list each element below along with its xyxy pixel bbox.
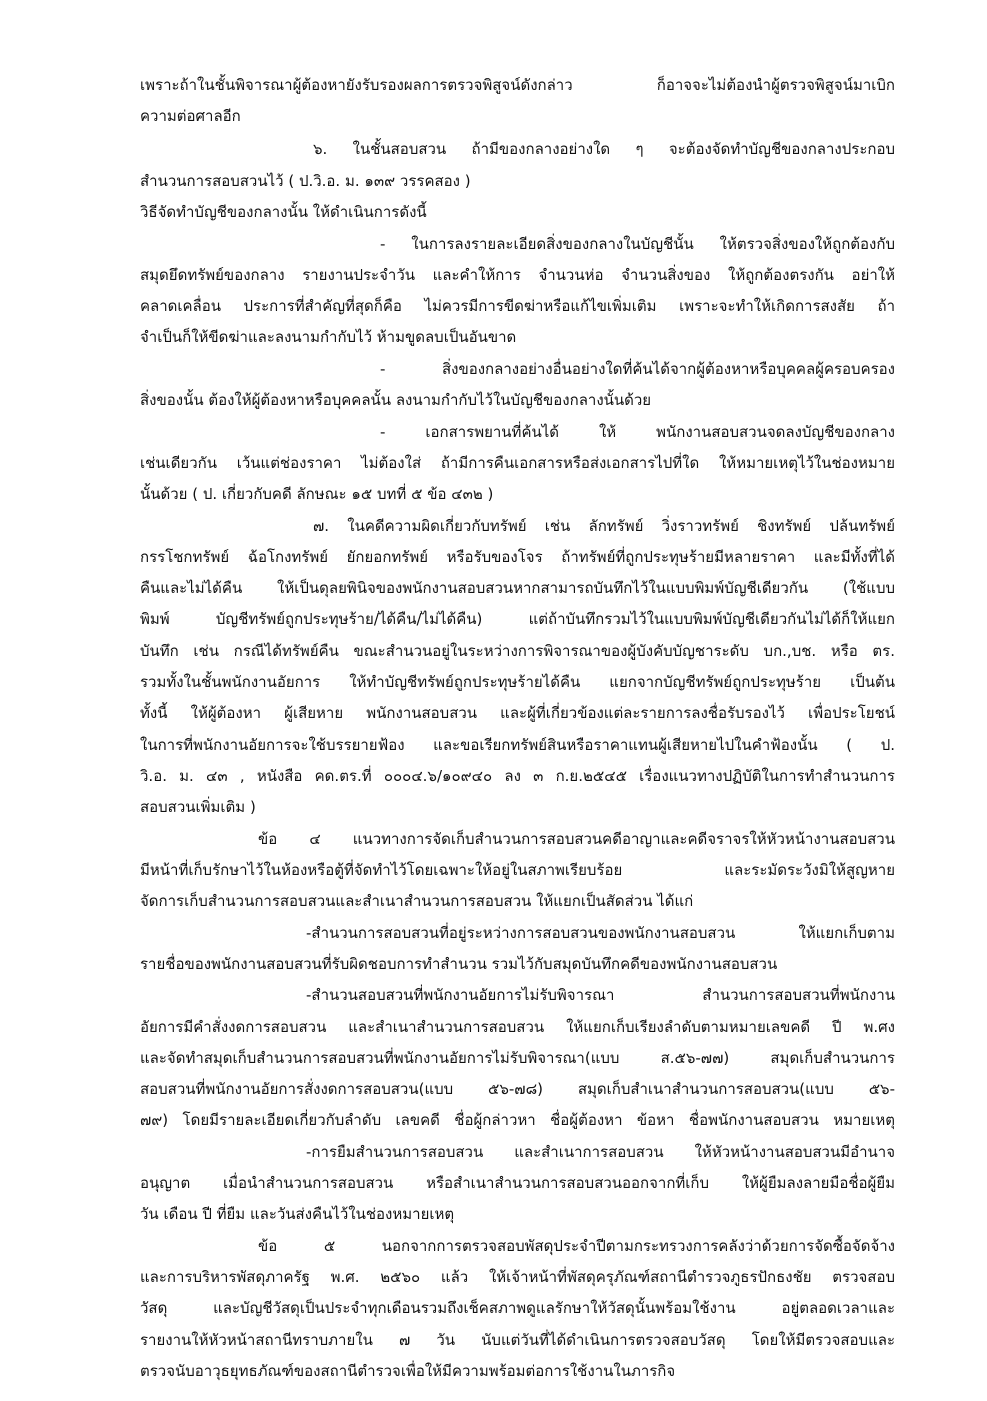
text-line: เช่นเดียวกัน เว้นแต่ช่องราคา ไม่ต้องใส่ ถ้ามีการคืนเอกสารหรือส่งเอกสารไปที่ใด ให้หมายเหตุไว้ในช่องหมาย [140,454,895,472]
text-line: สมุดยึดทรัพย์ของกลาง รายงานประจำวัน และคำให้การ จำนวนห่อ จำนวนสิ่งของ ให้ถูกต้องตรงกัน อย่าให้ [140,266,895,284]
text-line: วิธีจัดทำบัญชีของกลางนั้น ให้ดำเนินการดังนี้ [140,203,427,221]
text-line: นั้นด้วย ( ป. เกี่ยวกับคดี ลักษณะ ๑๕ บทที่ ๕ ข้อ ๔๓๒ ) [140,485,494,503]
text-line: คืนและไม่ได้คืน ให้เป็นดุลยพินิจของพนักงานสอบสวนหากสามารถบันทึกไว้ในแบบพิมพ์บัญชีเดียวกัน (ใช้แบบ [140,579,895,597]
text-line: สอบสวนเพิ่มเติม ) [140,798,256,816]
bullet-item: - สิ่งของกลางอย่างอื่นอย่างใดที่ค้นได้จากผู้ต้องหาหรือบุคคลผู้ครอบครอง [380,360,895,378]
text-line: และการบริหารพัสดุภาครัฐ พ.ศ. ๒๕๖๐ แล้ว ให้เจ้าหน้าที่พัสดุครุภัณฑ์สถานีตำรวจภูธรปักธงชัย ตรวจสอบ [140,1268,895,1286]
bullet-item: - เอกสารพยานที่ค้นได้ ให้ พนักงานสอบสวนจดลงบัญชีของกลาง [380,423,895,441]
text-line: อัยการมีคำสั่งงดการสอบสวน และสำเนาสำนวนการสอบสวน ให้แยกเก็บเรียงลำดับตามหมายเลขคดี ปี พ.ศง [140,1018,895,1036]
text-line: ๗๙) โดยมีรายละเอียดเกี่ยวกับลำดับ เลขคดี ชื่อผู้กล่าวหา ชื่อผู้ต้องหา ข้อหา ชื่อพนักงานสอบสวน หมายเหตุ [140,1111,895,1129]
clause-4-heading: ข้อ ๔ แนวทางการจัดเก็บสำนวนการสอบสวนคดีอาญาและคดีจราจรให้หัวหน้างานสอบสวน [258,830,895,848]
text-line: วัน เดือน ปี ที่ยืม และวันส่งคืนไว้ในช่องหมายเหตุ [140,1205,455,1223]
text-line: ในการที่พนักงานอัยการจะใช้บรรยายฟ้อง และขอเรียกทรัพย์สินหรือราคาแทนผู้เสียหายไปในคำฟ้องนั้น ( ป. [140,736,895,754]
text-line: พิมพ์ บัญชีทรัพย์ถูกประทุษร้าย/ได้คืน/ไม่ได้คืน) แต่ถ้าบันทึกรวมไว้ในแบบพิมพ์บัญชีเดียวกันไม่ได้ก็ให้แยก [140,610,895,628]
text-line: ทั้งนี้ ให้ผู้ต้องหา ผู้เสียหาย พนักงานสอบสวน และผู้ที่เกี่ยวข้องแต่ละรายการลงชื่อรับรองไว้ เพื่อประโยชน์ [140,704,895,722]
text-line: บันทึก เช่น กรณีได้ทรัพย์คืน ขณะสำนวนอยู่ในระหว่างการพิจารณาของผู้บังคับบัญชาระดับ บก.,บช. หรือ ตร. [140,642,895,660]
bullet-item: -การยืมสำนวนการสอบสวน และสำเนาการสอบสวน ให้หัวหน้างานสอบสวนมีอำนาจ [306,1143,895,1161]
text-line: และจัดทำสมุดเก็บสำนวนการสอบสวนที่พนักงานอัยการไม่รับพิจารณา(แบบ ส.๕๖-๗๗) สมุดเก็บสำนวนการ [140,1049,895,1067]
section-7-heading: ๗. ในคดีความผิดเกี่ยวกับทรัพย์ เช่น ลักทรัพย์ วิ่งราวทรัพย์ ชิงทรัพย์ ปล้นทรัพย์ [313,517,895,535]
text-line: วิ.อ. ม. ๔๓ , หนังสือ คด.ตร.ที่ ๐๐๐๔.๖/๑๐๙๔๐ ลง ๓ ก.ย.๒๕๔๕ เรื่องแนวทางปฏิบัติในการทำสำนวนการ [140,767,895,785]
text-line: มีหน้าที่เก็บรักษาไว้ในห้องหรือตู้ที่จัดทำไว้โดยเฉพาะให้อยู่ในสภาพเรียบร้อย และระมัดระวังมิให้สูญหาย [140,861,895,879]
text-line: รายชื่อของพนักงานสอบสวนที่รับผิดชอบการทำสำนวน รวมไว้กับสมุดบันทึกคดีของพนักงานสอบสวน [140,955,778,973]
text-line: ตรวจนับอาวุธยุทธภัณฑ์ของสถานีตำรวจเพื่อให้มีความพร้อมต่อการใช้งานในภารกิจ [140,1362,676,1380]
text-line: สำนวนการสอบสวนไว้ ( ป.วิ.อ. ม. ๑๓๙ วรรคสอง ) [140,172,471,190]
text-line: รายงานให้หัวหน้าสถานีทราบภายใน ๗ วัน นับแต่วันที่ได้ดำเนินการตรวจสอบวัสดุ โดยให้มีตรวจสอบและ [140,1331,895,1349]
section-6-heading: ๖. ในชั้นสอบสวน ถ้ามีของกลางอย่างใด ๆ จะต้องจัดทำบัญชีของกลางประกอบ [313,140,895,158]
text-line: อนุญาต เมื่อนำสำนวนการสอบสวน หรือสำเนาสำนวนการสอบสวนออกจากที่เก็บ ให้ผู้ยืมลงลายมือชื่อผู้ยืม [140,1174,895,1192]
text-line: วัสดุ และบัญชีวัสดุเป็นประจำทุกเดือนรวมถึงเช็คสภาพดูแลรักษาให้วัสดุนั้นพร้อมใช้งาน อยู่ตลอดเวลาและ [140,1299,895,1317]
text-line: คลาดเคลื่อน ประการที่สำคัญที่สุดก็คือ ไม่ควรมีการขีดฆ่าหรือแก้ไขเพิ่มเติม เพราะจะทำให้เกิดการสงสัย ถ้า [140,297,895,315]
text-line: กรรโชกทรัพย์ ฉ้อโกงทรัพย์ ยักยอกทรัพย์ หรือรับของโจร ถ้าทรัพย์ที่ถูกประทุษร้ายมีหลายราคา และมีทั้งที่ได้ [140,548,895,566]
clause-5-heading: ข้อ ๕ นอกจากการตรวจสอบพัสดุประจำปีตามกระทรวงการคลังว่าด้วยการจัดซื้อจัดจ้าง [258,1237,895,1255]
text-line: เพราะถ้าในชั้นพิจารณาผู้ต้องหายังรับรองผลการตรวจพิสูจน์ดังกล่าว ก็อาจจะไม่ต้องนำผู้ตรวจพิสูจน์มาเบิก [140,76,895,94]
text-line: สอบสวนที่พนักงานอัยการสั่งงดการสอบสวน(แบบ ๕๖-๗๘) สมุดเก็บสำเนาสำนวนการสอบสวน(แบบ ๕๖- [140,1080,895,1098]
text-line: สิ่งของนั้น ต้องให้ผู้ต้องหาหรือบุคคลนั้น ลงนามกำกับไว้ในบัญชีของกลางนั้นด้วย [140,391,652,409]
text-line: รวมทั้งในชั้นพนักงานอัยการ ให้ทำบัญชีทรัพย์ถูกประทุษร้ายได้คืน แยกจากบัญชีทรัพย์ถูกประทุษร้าย เป็นต้น [140,673,895,691]
text-line: จำเป็นก็ให้ขีดฆ่าและลงนามกำกับไว้ ห้ามขูดลบเป็นอันขาด [140,328,517,346]
bullet-item: -สำนวนสอบสวนที่พนักงานอัยการไม่รับพิจารณา สำนวนการสอบสวนที่พนักงาน [306,986,895,1004]
text-line: จัดการเก็บสำนวนการสอบสวนและสำเนาสำนวนการสอบสวน ให้แยกเป็นสัดส่วน ได้แก่ [140,892,694,910]
bullet-item: - ในการลงรายละเอียดสิ่งของกลางในบัญชีนั้น ให้ตรวจสิ่งของให้ถูกต้องกับ [380,235,895,253]
text-line: ความต่อศาลอีก [140,107,241,125]
bullet-item: -สำนวนการสอบสวนที่อยู่ระหว่างการสอบสวนของพนักงานสอบสวน ให้แยกเก็บตาม [306,924,895,942]
